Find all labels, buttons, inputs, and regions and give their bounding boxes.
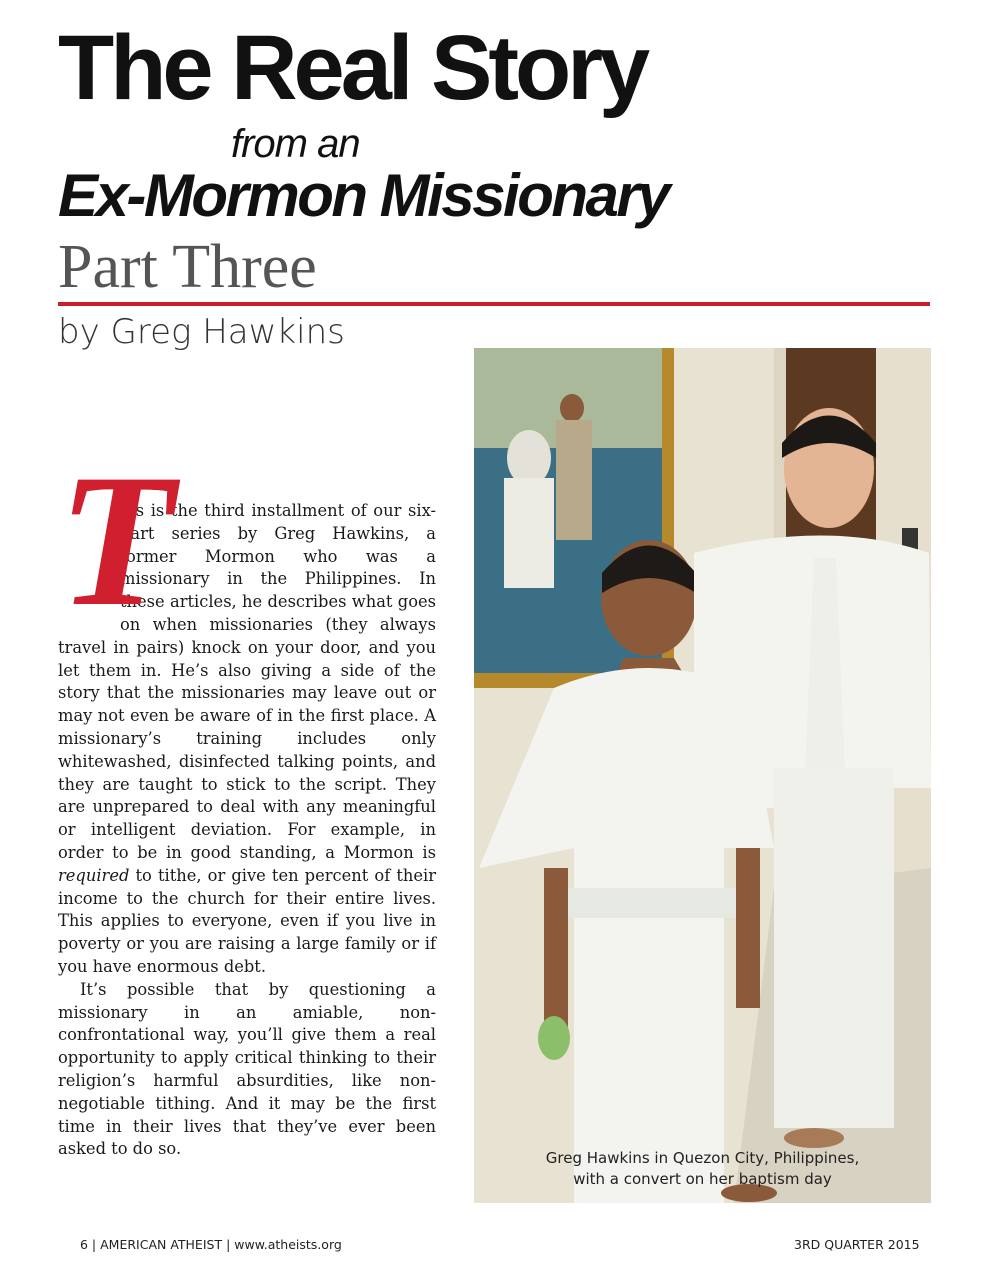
- author-byline: by Greg Hawkins: [58, 312, 345, 352]
- paragraph-2: It’s possible that by questioning a missionary in an amiable, non-confrontational way, you’ll give them a real opportunity to apply critical thinking to their religion’s harmful absurdities, like non-negotiable tithing. And it may be the first time in their lives that they’ve ever been asked to do so.: [58, 979, 436, 1159]
- paragraph-1-text-end: to tithe, or give ten percent of their income to the church for their entire lives. This applies to everyone, even if you live in poverty or you are raising a large family or if you have enormous debt.: [58, 865, 436, 976]
- article-title-subject: Ex-Mormon Missionary: [58, 162, 669, 229]
- paragraph-1-text: his is the third installment of our six-part series by Greg Hawkins, a former Mormon who was a missionary in the Philippines. In these articles, he describes what goes on when missionaries (they always travel in pairs) knock on your door, and you let them in. He’s also giving a side of the story that the missionaries may leave out or may not even be aware of in the first place. A missionary’s training includes only whitewashed, disinfected talking points, and they are taught to stick to the script. They are unprepared to deal with any meaningful or intelligent deviation. For example, in order to be in good standing, a Mormon is: [58, 501, 436, 862]
- photo-caption-line-2: with a convert on her baptism day: [573, 1170, 832, 1188]
- title-divider: [58, 302, 930, 306]
- photo-illustration: [474, 348, 931, 1203]
- paragraph-1: [58, 436, 436, 979]
- article-title-connector: from an: [231, 122, 360, 166]
- drop-cap: [58, 436, 175, 646]
- footer-page-info: 6 | AMERICAN ATHEIST | www.atheists.org: [80, 1237, 342, 1252]
- footer-issue-date: 3RD QUARTER 2015: [794, 1237, 920, 1252]
- drop-cap-letter: T: [58, 436, 175, 646]
- emphasis-required: required: [58, 865, 130, 885]
- article-body: [58, 436, 436, 1161]
- article-photo: [474, 348, 931, 1203]
- article-title: The Real Story: [58, 17, 647, 119]
- article-part-label: Part Three: [58, 233, 317, 301]
- photo-caption-line-1: Greg Hawkins in Quezon City, Philippines,: [545, 1149, 860, 1167]
